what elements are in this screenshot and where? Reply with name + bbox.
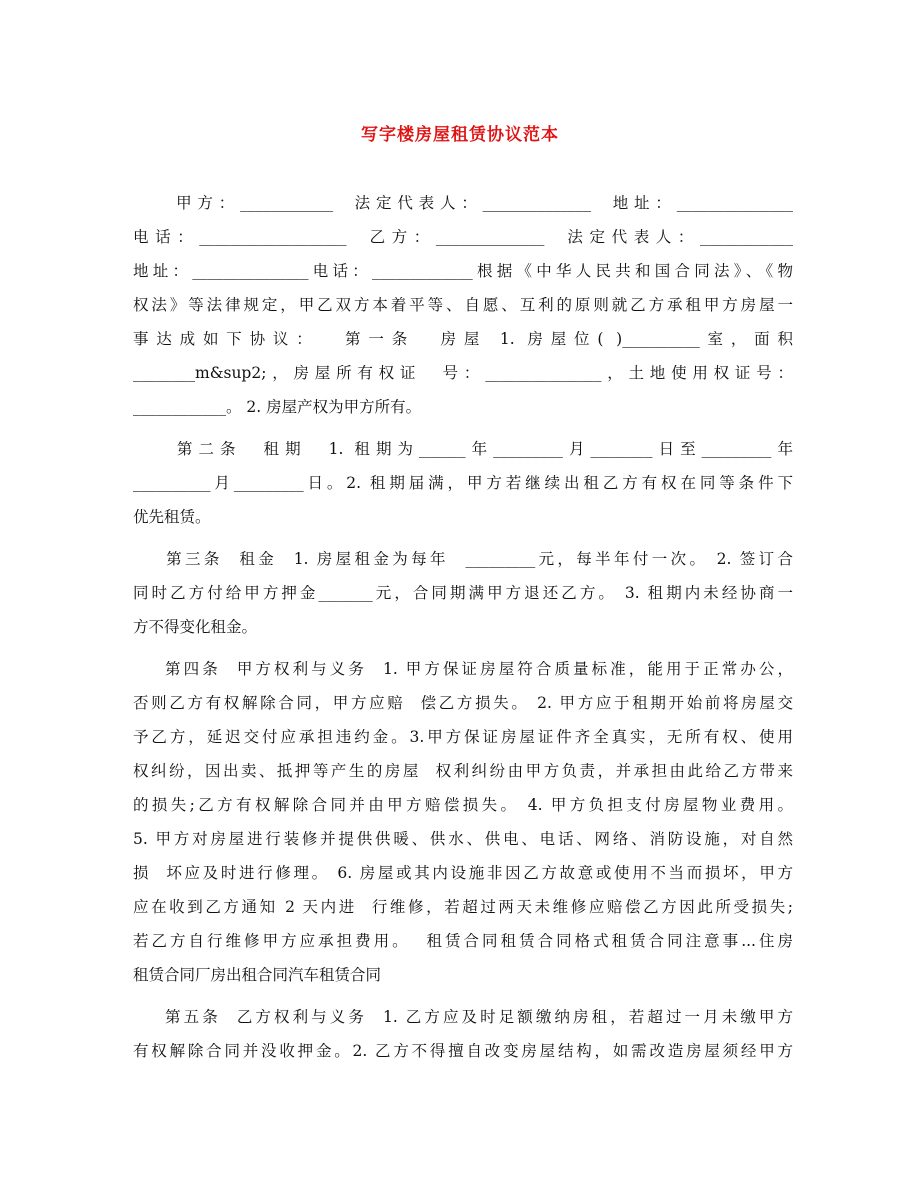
text-line: 第四条 甲方权利与义务 1. 甲方保证房屋符合质量标准，能用于正常办公， <box>133 660 793 678</box>
text-line: 应在收到乙方通知 2 天内进 行维修，若超过两天未维修应赔偿乙方因此所受损失; <box>133 898 793 916</box>
document-body <box>133 186 793 1068</box>
text-line: 若乙方自行维修甲方应承担费用。 租赁合同租赁合同格式租赁合同注意事...住房 <box>133 932 793 950</box>
text-line: 权纠纷，因出卖、抵押等产生的房屋 权利纠纷由甲方负责，并承担由此给乙方带来 <box>133 762 793 780</box>
text-line: 甲方：____________ 法定代表人：______________ 地址：_______________ <box>133 194 793 212</box>
paragraph-article-4 <box>133 652 793 992</box>
text-line: 有权解除合同并没收押金。2. 乙方不得擅自改变房屋结构，如需改造房屋须经甲方 <box>133 1042 793 1060</box>
text-line: 损 坏应及时进行修理。 6. 房屋或其内设施非因乙方故意或使用不当而损坏，甲方 <box>133 864 793 882</box>
paragraph-article-5 <box>133 1000 793 1068</box>
text-line: 优先租赁。 <box>133 508 211 526</box>
text-line: 权法》等法律规定，甲乙双方本着平等、自愿、互利的原则就乙方承租甲方房屋一 <box>133 296 793 314</box>
text-line: 第二条 租期 1. 租期为______年_________月________日至_________年 <box>133 440 793 458</box>
text-line: 事达成如下协议： 第一条 房屋 1. 房屋位( )__________室，面积 <box>133 330 793 348</box>
text-line: 的损失;乙方有权解除合同并由甲方赔偿损失。 4. 甲方负担支付房屋物业费用。 <box>133 796 793 814</box>
text-line: 地址：_______________电话：_____________根据《中华人民共和国合同法》、《物 <box>133 262 793 280</box>
text-line: 方不得变化租金。 <box>133 618 258 636</box>
paragraph-article-3 <box>133 542 793 644</box>
text-line: 否则乙方有权解除合同，甲方应赔 偿乙方损失。 2. 甲方应于租期开始前将房屋交 <box>133 694 793 712</box>
paragraph-article-2 <box>133 432 793 534</box>
text-line: 5. 甲方对房屋进行装修并提供供暖、供水、供电、电话、网络、消防设施，对自然 <box>133 830 793 848</box>
paragraph-parties <box>133 186 793 424</box>
text-line: 同时乙方付给甲方押金_______元，合同期满甲方退还乙方。 3. 租期内未经协商一 <box>133 584 793 602</box>
text-line: 第三条 租金 1. 房屋租金为每年 _________元，每半年付一次。 2. 签订合 <box>133 550 793 568</box>
text-line: 第五条 乙方权利与义务 1. 乙方应及时足额缴纳房租，若超过一月未缴甲方 <box>133 1008 793 1026</box>
text-line: __________月_________日。2. 租期届满，甲方若继续出租乙方有权在同等条件下 <box>133 474 793 492</box>
text-line: ________m&sup2;，房屋所有权证 号：_______________，土地使用权证号： <box>133 364 793 382</box>
text-line: 予乙方，延迟交付应承担违约金。3.甲方保证房屋证件齐全真实，无所有权、使用 <box>133 728 793 746</box>
text-line: 电话：___________________ 乙方：______________ 法定代表人：____________ <box>133 228 793 246</box>
document-title: 写字楼房屋租赁协议范本 <box>361 125 559 145</box>
text-line: ____________。 2. 房屋产权为甲方所有。 <box>133 398 422 416</box>
text-line: 租赁合同厂房出租合同汽车租赁合同 <box>133 966 382 984</box>
